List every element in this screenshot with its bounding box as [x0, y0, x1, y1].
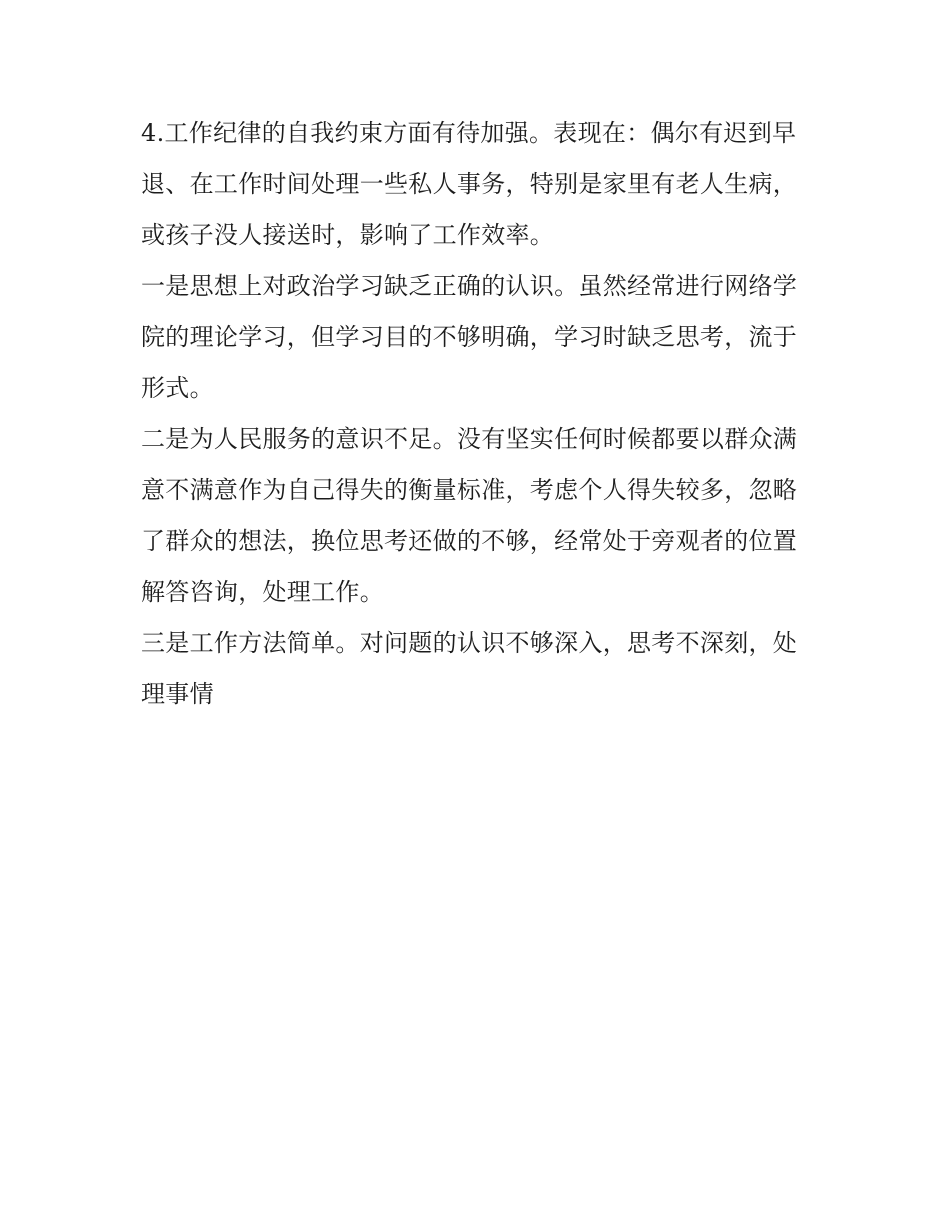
text-line: 形式。 — [141, 374, 214, 402]
paragraph-work-methods — [141, 618, 813, 720]
text-line: 了群众的想法，换位思考还做的不够，经常处于旁观者的位置 — [141, 527, 798, 555]
document-body — [141, 108, 813, 720]
text-line: 意不满意作为自己得失的衡量标准，考虑个人得失较多，忽略 — [141, 476, 798, 504]
text-line: 4.工作纪律的自我约束方面有待加强。表现在：偶尔有迟到早 — [141, 119, 797, 147]
paragraph-service-awareness — [141, 414, 813, 618]
text-line: 理事情 — [141, 680, 214, 708]
text-line: 或孩子没人接送时，影响了工作效率。 — [141, 221, 555, 249]
paragraph-work-discipline — [141, 108, 813, 261]
text-line: 院的理论学习，但学习目的不够明确，学习时缺乏思考，流于 — [141, 323, 798, 351]
paragraph-political-study — [141, 261, 813, 414]
text-line: 一是思想上对政治学习缺乏正确的认识。虽然经常进行网络学 — [141, 272, 798, 300]
text-line: 二是为人民服务的意识不足。没有坚实任何时候都要以群众满 — [141, 425, 798, 453]
text-line: 退、在工作时间处理一些私人事务，特别是家里有老人生病， — [141, 170, 798, 198]
text-line: 三是工作方法简单。对问题的认识不够深入，思考不深刻，处 — [141, 629, 798, 657]
text-line: 解答咨询，处理工作。 — [141, 578, 384, 606]
